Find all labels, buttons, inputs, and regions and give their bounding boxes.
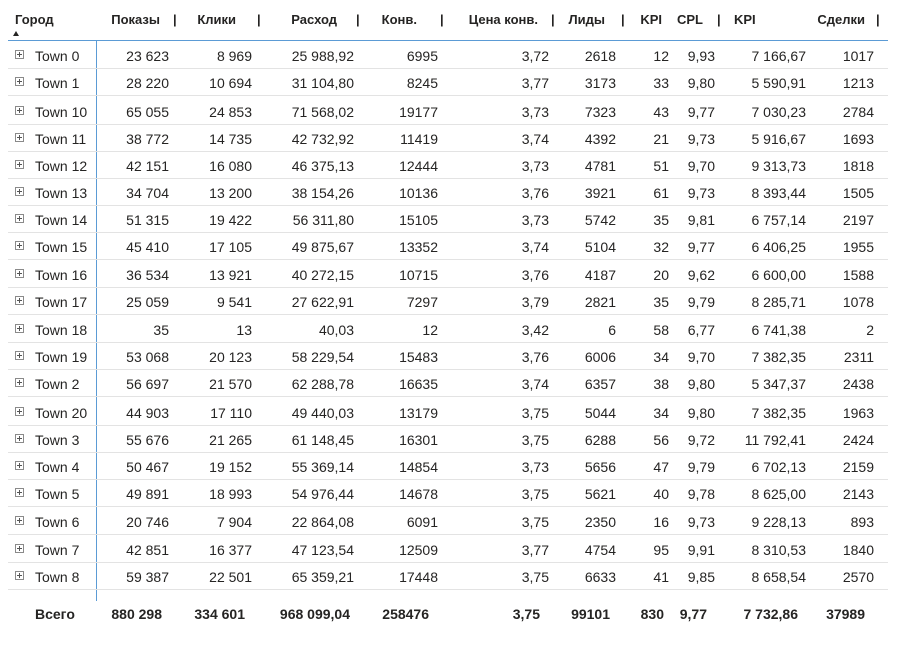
cell-deals: 1840 (842, 542, 874, 558)
cell-conversion-price: 3,75 (521, 432, 549, 448)
cell-leads: 7323 (584, 104, 616, 120)
cell-kpi: 21 (653, 131, 669, 147)
cell-leads: 5044 (584, 405, 616, 421)
cell-conversion-price: 3,79 (521, 294, 549, 310)
cell-kpi-2: 6 757,14 (751, 212, 806, 228)
header-separator: | (356, 12, 360, 27)
cell-city[interactable]: Town 16 (35, 267, 88, 283)
cell-spend: 61 148,45 (291, 432, 354, 448)
cell-deals: 1693 (842, 131, 874, 147)
cell-cpl: 9,80 (687, 376, 715, 392)
cell-conversions: 11419 (400, 131, 438, 147)
cell-leads: 5656 (584, 459, 616, 475)
header-separator: | (173, 12, 177, 27)
cell-conversion-price: 3,77 (521, 542, 549, 558)
table-row[interactable] (8, 398, 888, 426)
cell-leads: 6288 (584, 432, 616, 448)
cell-conversion-price: 3,77 (521, 75, 549, 91)
cell-kpi-2: 5 347,37 (751, 376, 806, 392)
header-separator: | (257, 12, 261, 27)
cell-leads: 2821 (584, 294, 616, 310)
column-header-deals[interactable]: Сделки (817, 12, 865, 27)
expand-row-icon[interactable] (15, 296, 24, 305)
cell-impressions: 42 151 (126, 158, 169, 174)
expand-row-icon[interactable] (15, 187, 24, 196)
cell-cpl: 9,93 (687, 48, 715, 64)
cell-cpl: 9,73 (687, 131, 715, 147)
expand-row-icon[interactable] (15, 133, 24, 142)
cell-leads: 4754 (584, 542, 616, 558)
expand-row-icon[interactable] (15, 488, 24, 497)
cell-city[interactable]: Town 20 (35, 405, 88, 421)
cell-clicks: 18 993 (209, 486, 252, 502)
cell-cpl: 9,77 (687, 104, 715, 120)
table-row[interactable] (8, 452, 888, 480)
cell-conversions: 15105 (399, 212, 438, 228)
cell-kpi-2: 7 166,67 (751, 48, 806, 64)
table-row[interactable] (8, 151, 888, 179)
cell-impressions: 44 903 (126, 405, 169, 421)
cell-kpi-2: 9 228,13 (751, 514, 806, 530)
cell-impressions: 28 220 (126, 75, 169, 91)
cell-cpl: 9,79 (687, 294, 715, 310)
cell-conversions: 8245 (406, 75, 438, 91)
cell-leads: 6633 (584, 569, 616, 585)
cell-impressions: 56 697 (126, 376, 169, 392)
total-cpl: 9,77 (679, 606, 707, 622)
cell-leads: 4187 (584, 267, 616, 283)
cell-spend: 40,03 (318, 322, 354, 338)
cell-cpl: 9,78 (687, 486, 715, 502)
column-header-conversions[interactable]: Конв. (381, 12, 417, 27)
cell-clicks: 24 853 (209, 104, 252, 120)
cell-clicks: 20 123 (209, 349, 252, 365)
header-separator: | (876, 12, 880, 27)
cell-conversions: 19177 (399, 104, 438, 120)
total-row (0, 601, 900, 629)
cell-city[interactable]: Town 0 (35, 48, 80, 64)
total-deals: 37989 (826, 606, 865, 622)
cell-conversion-price: 3,75 (521, 486, 549, 502)
cell-spend: 40 272,15 (291, 267, 354, 283)
cell-city[interactable]: Town 5 (35, 486, 80, 502)
cell-clicks: 16 080 (209, 158, 252, 174)
cell-kpi: 32 (653, 239, 669, 255)
cell-spend: 38 154,26 (291, 185, 354, 201)
cell-conversions: 16635 (399, 376, 438, 392)
cell-leads: 3173 (584, 75, 616, 91)
expand-row-icon[interactable] (15, 434, 24, 443)
cell-clicks: 17 105 (209, 239, 252, 255)
cell-cpl: 9,73 (687, 185, 715, 201)
cell-city[interactable]: Town 19 (35, 349, 88, 365)
cell-kpi-2: 7 382,35 (751, 405, 806, 421)
cell-leads: 5621 (584, 486, 616, 502)
cell-kpi: 34 (653, 405, 669, 421)
cell-clicks: 13 921 (209, 267, 252, 283)
cell-kpi-2: 9 313,73 (751, 158, 806, 174)
cell-clicks: 21 265 (209, 432, 252, 448)
cell-city[interactable]: Town 6 (35, 514, 80, 530)
cell-conversions: 14854 (399, 459, 438, 475)
cell-kpi-2: 6 406,25 (751, 239, 806, 255)
expand-row-icon[interactable] (15, 461, 24, 470)
cell-conversion-price: 3,72 (521, 48, 549, 64)
cell-kpi-2: 8 310,53 (751, 542, 806, 558)
cell-clicks: 22 501 (209, 569, 252, 585)
cell-conversions: 6091 (406, 514, 438, 530)
cell-spend: 25 988,92 (291, 48, 354, 64)
cell-kpi-2: 8 658,54 (751, 569, 806, 585)
cell-city[interactable]: Town 12 (35, 158, 88, 174)
cell-clicks: 17 110 (210, 405, 252, 421)
cell-city[interactable]: Town 10 (35, 104, 88, 120)
cell-impressions: 25 059 (126, 294, 169, 310)
cell-kpi-2: 6 600,00 (751, 267, 806, 283)
column-header-leads[interactable]: Лиды (568, 12, 605, 27)
cell-deals: 2197 (842, 212, 874, 228)
cell-conversion-price: 3,73 (521, 104, 549, 120)
cell-kpi-2: 5 916,67 (751, 131, 806, 147)
expand-row-icon[interactable] (15, 50, 24, 59)
cell-spend: 47 123,54 (291, 542, 354, 558)
cell-city[interactable]: Town 17 (35, 294, 88, 310)
cell-cpl: 9,80 (687, 405, 715, 421)
cell-deals: 1017 (842, 48, 874, 64)
total-spend: 968 099,04 (279, 606, 350, 622)
header-separator: | (621, 12, 625, 27)
column-header-kpi[interactable]: KPI (640, 12, 662, 27)
column-header-spend[interactable]: Расход (291, 12, 337, 27)
total-kpi: 830 (640, 606, 664, 622)
cell-clicks: 16 377 (209, 542, 252, 558)
cell-cpl: 9,70 (687, 349, 715, 365)
cell-leads: 6357 (584, 376, 616, 392)
cell-city[interactable]: Town 7 (35, 542, 80, 558)
cell-clicks: 19 152 (209, 459, 252, 475)
cell-spend: 49 875,67 (291, 239, 354, 255)
table-row[interactable] (8, 369, 888, 397)
cell-kpi-2: 8 625,00 (751, 486, 806, 502)
expand-row-icon[interactable] (15, 544, 24, 553)
cell-kpi: 56 (653, 432, 669, 448)
cell-city[interactable]: Town 1 (35, 75, 80, 91)
cell-clicks: 9 541 (216, 294, 252, 310)
cell-conversion-price: 3,75 (521, 405, 549, 421)
cell-kpi: 38 (653, 376, 669, 392)
cell-deals: 2570 (842, 569, 874, 585)
expand-row-icon[interactable] (15, 571, 24, 580)
table-row[interactable] (8, 342, 888, 370)
cell-conversion-price: 3,74 (521, 376, 549, 392)
cell-clicks: 21 570 (209, 376, 252, 392)
cell-conversion-price: 3,73 (521, 158, 549, 174)
table-row[interactable] (8, 425, 888, 453)
table-row[interactable] (8, 68, 888, 96)
cell-conversion-price: 3,74 (521, 131, 549, 147)
cell-spend: 27 622,91 (291, 294, 354, 310)
cell-spend: 56 311,80 (292, 212, 354, 228)
cell-spend: 31 104,80 (291, 75, 354, 91)
table-row[interactable] (8, 315, 888, 343)
cell-kpi: 61 (653, 185, 669, 201)
table-row[interactable] (8, 124, 888, 152)
cell-cpl: 9,80 (687, 75, 715, 91)
cell-kpi: 95 (653, 542, 669, 558)
cell-deals: 2 (866, 322, 874, 338)
total-kpi-2: 7 732,86 (743, 606, 798, 622)
cell-conversions: 12509 (399, 542, 438, 558)
cell-conversion-price: 3,76 (521, 267, 549, 283)
total-conversions: 258476 (382, 606, 429, 622)
cell-kpi: 34 (653, 349, 669, 365)
column-header-cpl[interactable]: CPL (677, 12, 703, 27)
cell-deals: 1588 (842, 267, 874, 283)
cell-cpl: 9,81 (687, 212, 715, 228)
cell-city[interactable]: Town 2 (35, 376, 80, 392)
cell-conversion-price: 3,76 (521, 185, 549, 201)
cell-kpi-2: 11 792,41 (744, 432, 806, 448)
cell-kpi: 12 (653, 48, 669, 64)
cell-kpi: 43 (653, 104, 669, 120)
cell-deals: 2159 (842, 459, 874, 475)
cell-conversion-price: 3,74 (521, 239, 549, 255)
table-row[interactable] (8, 232, 888, 260)
cell-clicks: 8 969 (216, 48, 252, 64)
cell-deals: 1213 (842, 75, 874, 91)
cell-leads: 3921 (584, 185, 616, 201)
cell-impressions: 34 704 (126, 185, 169, 201)
cell-kpi-2: 7 382,35 (751, 349, 806, 365)
cell-clicks: 14 735 (209, 131, 252, 147)
sort-ascending-icon (13, 31, 19, 36)
cell-kpi: 47 (653, 459, 669, 475)
cell-leads: 5104 (584, 239, 616, 255)
cell-impressions: 53 068 (126, 349, 169, 365)
cell-kpi: 40 (653, 486, 669, 502)
table-row[interactable] (8, 479, 888, 507)
column-header-impressions[interactable]: Показы (111, 12, 160, 27)
cell-city[interactable]: Town 3 (35, 432, 80, 448)
cell-conversions: 14678 (399, 486, 438, 502)
cell-impressions: 36 534 (126, 267, 169, 283)
total-leads: 99101 (571, 606, 610, 622)
expand-row-icon[interactable] (15, 160, 24, 169)
cell-deals: 2143 (842, 486, 874, 502)
cell-conversions: 6995 (406, 48, 438, 64)
table-row[interactable] (8, 287, 888, 315)
cell-deals: 2311 (843, 349, 874, 365)
cell-cpl: 9,79 (687, 459, 715, 475)
cell-impressions: 42 851 (126, 542, 169, 558)
cell-city[interactable]: Town 18 (35, 322, 88, 338)
cell-conversions: 16301 (399, 432, 438, 448)
cell-conversions: 17448 (399, 569, 438, 585)
cell-cpl: 9,77 (687, 239, 715, 255)
cell-deals: 893 (850, 514, 874, 530)
cell-cpl: 9,73 (687, 514, 715, 530)
cell-kpi: 35 (653, 294, 669, 310)
cell-clicks: 7 904 (216, 514, 252, 530)
cell-kpi-2: 6 741,38 (751, 322, 806, 338)
cell-deals: 2784 (842, 104, 874, 120)
cell-conversion-price: 3,76 (521, 349, 549, 365)
cell-deals: 1963 (842, 405, 874, 421)
cell-clicks: 19 422 (209, 212, 252, 228)
cell-leads: 6 (608, 322, 616, 338)
cell-conversions: 7297 (406, 294, 438, 310)
cell-cpl: 9,62 (687, 267, 715, 283)
cell-clicks: 10 694 (209, 75, 252, 91)
cell-city[interactable]: Town 8 (35, 569, 80, 585)
cell-city[interactable]: Town 15 (35, 239, 88, 255)
cell-deals: 1955 (842, 239, 874, 255)
cell-city[interactable]: Town 14 (35, 212, 88, 228)
cell-impressions: 20 746 (126, 514, 169, 530)
expand-row-icon[interactable] (15, 77, 24, 86)
cell-cpl: 9,91 (687, 542, 715, 558)
cell-conversions: 10136 (399, 185, 438, 201)
header-separator: | (717, 12, 721, 27)
cell-deals: 2438 (842, 376, 874, 392)
table-row[interactable] (8, 562, 888, 590)
cell-clicks: 13 (236, 322, 252, 338)
total-label: Всего (35, 606, 75, 622)
cell-city[interactable]: Town 4 (35, 459, 80, 475)
column-header-kpi-2[interactable]: KPI (734, 12, 756, 27)
cell-city[interactable]: Town 13 (35, 185, 88, 201)
cell-conversions: 12 (422, 322, 438, 338)
cell-conversion-price: 3,75 (521, 569, 549, 585)
cell-spend: 22 864,08 (291, 514, 354, 530)
cell-conversion-price: 3,75 (521, 514, 549, 530)
table-row[interactable] (8, 507, 888, 535)
cell-spend: 49 440,03 (291, 405, 354, 421)
table-body[interactable] (0, 41, 900, 601)
cell-kpi-2: 6 702,13 (751, 459, 806, 475)
cell-conversions: 10715 (399, 267, 438, 283)
cell-spend: 46 375,13 (291, 158, 354, 174)
cell-conversions: 12444 (399, 158, 438, 174)
column-header-conversion-price[interactable]: Цена конв. (468, 12, 538, 27)
expand-row-icon[interactable] (15, 407, 24, 416)
cell-clicks: 13 200 (209, 185, 252, 201)
cell-spend: 62 288,78 (291, 376, 354, 392)
cell-city[interactable]: Town 11 (35, 131, 87, 147)
cell-conversions: 13179 (399, 405, 438, 421)
column-header-clicks[interactable]: Клики (197, 12, 236, 27)
expand-row-icon[interactable] (15, 214, 24, 223)
cell-kpi: 35 (653, 212, 669, 228)
total-impressions: 880 298 (111, 606, 162, 622)
header-separator: | (551, 12, 555, 27)
cell-deals: 1818 (842, 158, 874, 174)
cell-kpi: 16 (653, 514, 669, 530)
cell-spend: 55 369,14 (291, 459, 354, 475)
cell-deals: 2424 (842, 432, 874, 448)
cell-kpi: 33 (653, 75, 669, 91)
cell-impressions: 55 676 (126, 432, 169, 448)
expand-row-icon[interactable] (15, 324, 24, 333)
total-conversion-price: 3,75 (512, 606, 540, 622)
cell-cpl: 6,77 (687, 322, 715, 338)
cell-kpi: 20 (653, 267, 669, 283)
expand-row-icon[interactable] (15, 106, 24, 115)
cell-deals: 1505 (842, 185, 874, 201)
table-row[interactable] (8, 97, 888, 125)
cell-leads: 2350 (584, 514, 616, 530)
cell-conversion-price: 3,73 (521, 212, 549, 228)
cell-leads: 2618 (584, 48, 616, 64)
table-row[interactable] (8, 41, 888, 69)
cell-spend: 58 229,54 (291, 349, 354, 365)
table-row[interactable] (8, 205, 888, 233)
table-row[interactable] (8, 260, 888, 288)
table-row[interactable] (8, 178, 888, 206)
cell-deals: 1078 (842, 294, 874, 310)
cell-kpi-2: 7 030,23 (751, 104, 806, 120)
cell-spend: 65 359,21 (291, 569, 354, 585)
cell-cpl: 9,85 (687, 569, 715, 585)
cell-leads: 5742 (584, 212, 616, 228)
cell-conversion-price: 3,42 (521, 322, 549, 338)
cell-kpi: 41 (653, 569, 669, 585)
cell-impressions: 59 387 (126, 569, 169, 585)
cell-impressions: 51 315 (126, 212, 169, 228)
cell-conversions: 15483 (399, 349, 438, 365)
cell-cpl: 9,72 (687, 432, 715, 448)
cell-impressions: 50 467 (126, 459, 169, 475)
cell-kpi: 58 (653, 322, 669, 338)
expand-row-icon[interactable] (15, 269, 24, 278)
cell-spend: 42 732,92 (291, 131, 354, 147)
cell-kpi: 51 (653, 158, 669, 174)
cell-cpl: 9,70 (687, 158, 715, 174)
cell-leads: 4392 (584, 131, 616, 147)
cell-impressions: 65 055 (126, 104, 169, 120)
expand-row-icon[interactable] (15, 516, 24, 525)
header-separator: | (440, 12, 444, 27)
total-clicks: 334 601 (194, 606, 245, 622)
cell-kpi-2: 8 285,71 (751, 294, 806, 310)
cell-spend: 54 976,44 (291, 486, 354, 502)
expand-row-icon[interactable] (15, 378, 24, 387)
column-header-city[interactable]: Город (15, 12, 54, 27)
cell-impressions: 38 772 (126, 131, 169, 147)
cell-impressions: 49 891 (126, 486, 169, 502)
expand-row-icon[interactable] (15, 351, 24, 360)
cell-impressions: 23 623 (126, 48, 169, 64)
column-header-row (0, 0, 900, 40)
cell-kpi-2: 8 393,44 (751, 185, 806, 201)
cell-conversion-price: 3,73 (521, 459, 549, 475)
table-row[interactable] (8, 535, 888, 563)
cell-leads: 6006 (584, 349, 616, 365)
cell-impressions: 35 (153, 322, 169, 338)
cell-conversions: 13352 (399, 239, 438, 255)
cell-kpi-2: 5 590,91 (751, 75, 806, 91)
cell-leads: 4781 (584, 158, 616, 174)
cell-impressions: 45 410 (126, 239, 169, 255)
cell-spend: 71 568,02 (291, 104, 354, 120)
expand-row-icon[interactable] (15, 241, 24, 250)
